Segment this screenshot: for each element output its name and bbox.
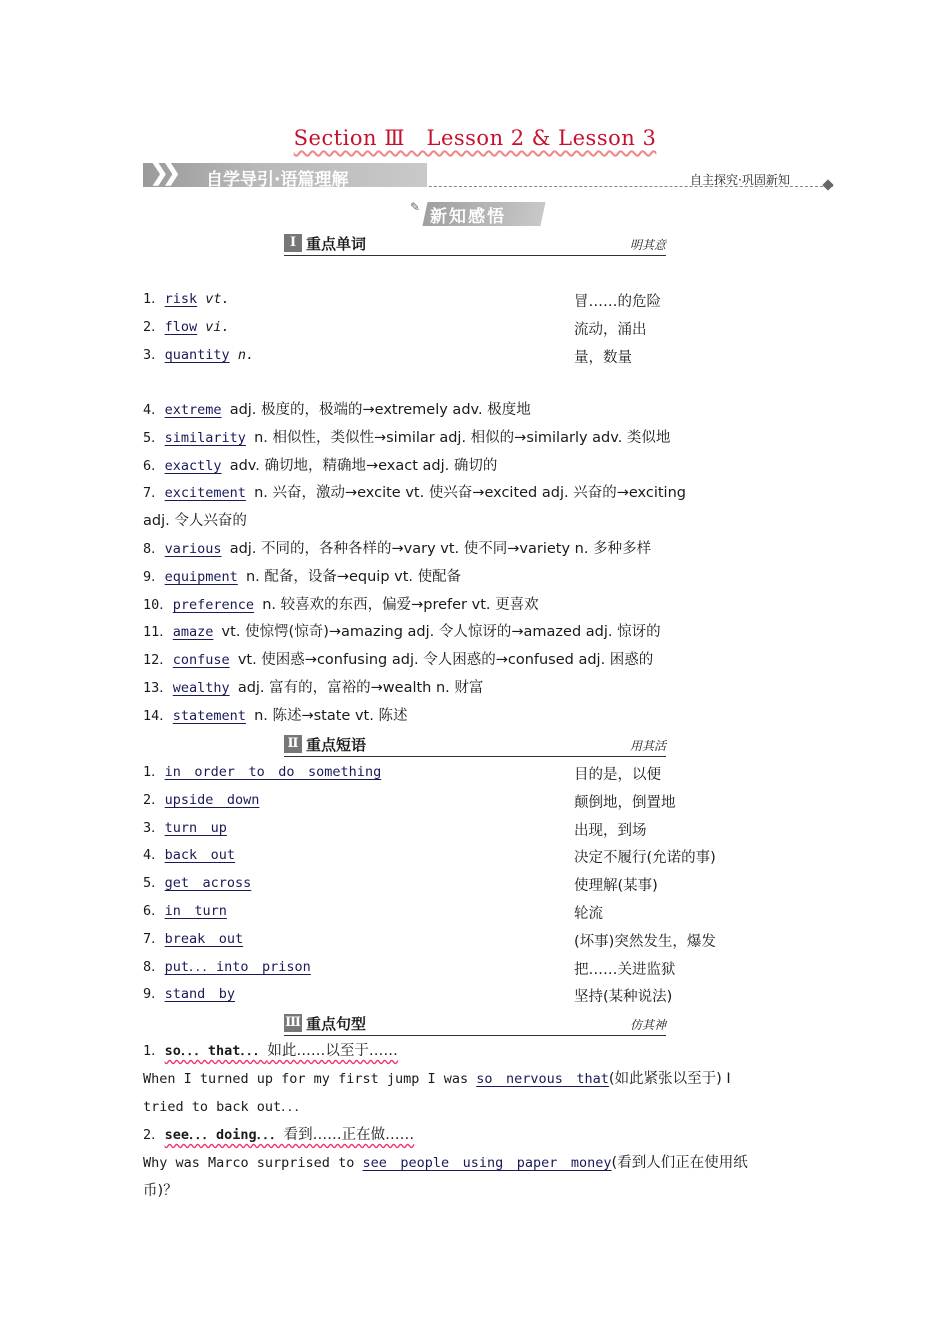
word-answer: similarity <box>164 429 246 446</box>
word-answer: quantity <box>164 347 230 363</box>
section-tag: 仿其神 <box>629 1018 666 1032</box>
phrase-answer: put．．．into prison <box>164 958 311 975</box>
pattern-heading: 1．so．．．that．．．如此……以至于…… <box>143 1043 398 1059</box>
part-of-speech: vi. <box>205 319 230 335</box>
page-title: Section Ⅲ Lesson 2 & Lesson 3 <box>293 126 657 150</box>
item-number: 2． <box>143 791 165 808</box>
item-number: 4． <box>143 402 165 418</box>
item-number: 5． <box>143 875 165 892</box>
phrase-meaning: 使理解(某事) <box>574 878 658 895</box>
word-row <box>143 651 653 669</box>
word-answer: exactly <box>164 457 222 474</box>
section-tag: 明其意 <box>629 238 666 252</box>
chevron-right-icon: ❯❯ <box>150 160 175 186</box>
item-number: 2． <box>143 319 165 335</box>
word-row <box>143 623 661 641</box>
part-of-speech: n. <box>237 347 255 363</box>
word-answer: excitement <box>164 485 246 502</box>
item-number: 3． <box>143 819 165 836</box>
item-number: 6． <box>143 903 165 919</box>
item-number: 3． <box>143 347 165 363</box>
item-number: 5． <box>143 429 165 446</box>
word-derivation: adj. 不同的，各种各样的→vary vt. 使不同→variety n. 多种多样 <box>229 541 652 557</box>
word-row <box>143 540 651 558</box>
phrase-meaning: (坏事)突然发生，爆发 <box>574 933 716 950</box>
word-derivation: adv. 确切地，精确地→exact adj. 确切的 <box>229 457 498 474</box>
word-meaning: 流动，涌出 <box>574 322 647 338</box>
section-header-phrases <box>284 734 666 757</box>
phrase-meaning: 把……关进监狱 <box>574 961 676 978</box>
item-number: 8． <box>143 958 165 975</box>
item-number: 7． <box>143 930 165 947</box>
phrase-row <box>143 846 235 864</box>
word-answer: various <box>164 541 222 557</box>
phrase-row <box>143 985 235 1003</box>
word-derivation: vt. 使困惑→confusing adj. 令人困惑的→confused adj. 困惑的 <box>237 652 654 669</box>
pen-icon: ✎ <box>410 200 421 214</box>
word-answer: risk <box>164 291 198 307</box>
pattern-answer: see people using paper money <box>362 1155 612 1171</box>
pattern-heading: 2．see．．．doing．．．看到……正在做…… <box>143 1127 415 1143</box>
item-number: 13． <box>143 680 173 696</box>
word-derivation: adj. 令人兴奋的 <box>143 513 247 530</box>
section-header-words <box>284 233 666 256</box>
word-row <box>143 318 230 336</box>
pattern-example: Why was Marco surprised to see people using paper money(看到人们正在使用纸 <box>143 1155 748 1171</box>
word-row <box>143 346 254 364</box>
section-label: 重点短语 <box>306 736 367 754</box>
phrase-answer: break out <box>164 930 244 947</box>
word-row <box>143 679 483 697</box>
word-derivation: n. 配备，设备→equip vt. 使配备 <box>245 568 462 585</box>
word-derivation: vt. 使惊愕(惊奇)→amazing adj. 令人惊讶的→amazed adj. 惊讶的 <box>221 624 661 641</box>
word-derivation: adj. 极度的，极端的→extremely adv. 极度地 <box>229 402 531 418</box>
word-answer: extreme <box>164 402 222 418</box>
phrase-row <box>143 874 251 892</box>
phrase-meaning: 轮流 <box>574 906 603 922</box>
word-row <box>143 401 531 419</box>
item-number: 1． <box>143 291 165 307</box>
section-label: 重点句型 <box>306 1015 367 1033</box>
phrase-answer: turn up <box>164 819 227 836</box>
word-meaning: 冒……的危险 <box>574 294 661 310</box>
section-number: Ⅲ <box>285 1015 301 1030</box>
item-number: 9． <box>143 986 165 1003</box>
word-derivation: n. 相似性，类似性→similar adj. 相似的→similarly adv. 类似地 <box>254 429 671 446</box>
word-derivation: n. 较喜欢的东西，偏爱→prefer vt. 更喜欢 <box>262 596 539 613</box>
section-label: 重点单词 <box>306 235 367 253</box>
word-answer: amaze <box>172 624 214 641</box>
pattern-text: so．．．that．．．如此……以至于…… <box>164 1043 398 1059</box>
phrase-answer: get across <box>164 875 252 892</box>
phrase-row <box>143 958 311 976</box>
phrase-meaning: 坚持(某种说法) <box>574 989 673 1006</box>
item-number: 11． <box>143 624 173 641</box>
phrase-meaning: 出现，到场 <box>574 822 647 839</box>
section-header-patterns <box>284 1013 666 1036</box>
word-row <box>143 484 686 502</box>
part-of-speech: vt. <box>205 291 230 307</box>
phrase-answer: stand by <box>164 986 236 1003</box>
item-number: 8． <box>143 541 165 557</box>
section-number: Ⅰ <box>284 234 302 252</box>
phrase-answer: back out <box>164 847 236 864</box>
item-number: 1． <box>143 764 165 780</box>
phrase-meaning: 颠倒地，倒置地 <box>574 794 676 811</box>
word-row <box>143 512 247 530</box>
banner-left-label: 自学导引·语篇理解 <box>206 170 349 190</box>
word-row <box>143 457 497 475</box>
phrase-row <box>143 902 227 920</box>
phrase-answer: upside down <box>164 791 260 808</box>
word-answer: equipment <box>164 568 238 585</box>
banner-right-label: 自主探究·巩固新知 <box>690 173 790 187</box>
word-row <box>143 429 670 447</box>
section-tag: 用其活 <box>629 739 666 753</box>
phrase-meaning: 决定不履行(允诺的事) <box>574 850 716 867</box>
word-answer: flow <box>164 319 198 335</box>
word-answer: statement <box>172 707 246 724</box>
phrase-row <box>143 763 381 781</box>
word-answer: preference <box>172 596 255 613</box>
item-number: 14． <box>143 707 173 724</box>
item-number: 10． <box>143 596 173 613</box>
sub-banner-label: 新知感悟 <box>430 207 506 227</box>
word-answer: confuse <box>172 652 230 669</box>
pattern-example-cont: 币)？ <box>143 1183 178 1199</box>
word-answer: wealthy <box>172 680 230 696</box>
item-number: 9． <box>143 568 165 585</box>
item-number: 6． <box>143 457 165 474</box>
pattern-answer: so nervous that <box>476 1071 609 1087</box>
section-number: Ⅱ <box>284 735 302 753</box>
phrase-row <box>143 819 227 837</box>
phrase-row <box>143 930 243 948</box>
phrase-answer: in turn <box>164 903 227 919</box>
pattern-text: see．．．doing．．．看到……正在做…… <box>164 1127 415 1143</box>
word-row <box>143 568 461 586</box>
word-row <box>143 290 230 308</box>
pattern-example-cont: tried to back out．．． <box>143 1099 309 1115</box>
phrase-meaning: 目的是，以便 <box>574 767 661 783</box>
item-number: 4． <box>143 847 165 864</box>
item-number: 12． <box>143 652 173 669</box>
pattern-example: When I turned up for my first jump I was so nervous that(如此紧张以至于) I <box>143 1071 731 1087</box>
phrase-row <box>143 791 259 809</box>
word-row <box>143 596 539 614</box>
phrase-answer: in order to do something <box>164 764 382 780</box>
word-meaning: 量，数量 <box>574 350 632 366</box>
word-derivation: adj. 富有的，富裕的→wealth n. 财富 <box>237 680 484 696</box>
word-row <box>143 707 407 725</box>
item-number: 7． <box>143 485 165 502</box>
word-derivation: n. 兴奋，激动→excite vt. 使兴奋→excited adj. 兴奋的→exciting <box>254 485 686 502</box>
diamond-icon <box>822 179 833 190</box>
word-derivation: n. 陈述→state vt. 陈述 <box>254 707 408 724</box>
